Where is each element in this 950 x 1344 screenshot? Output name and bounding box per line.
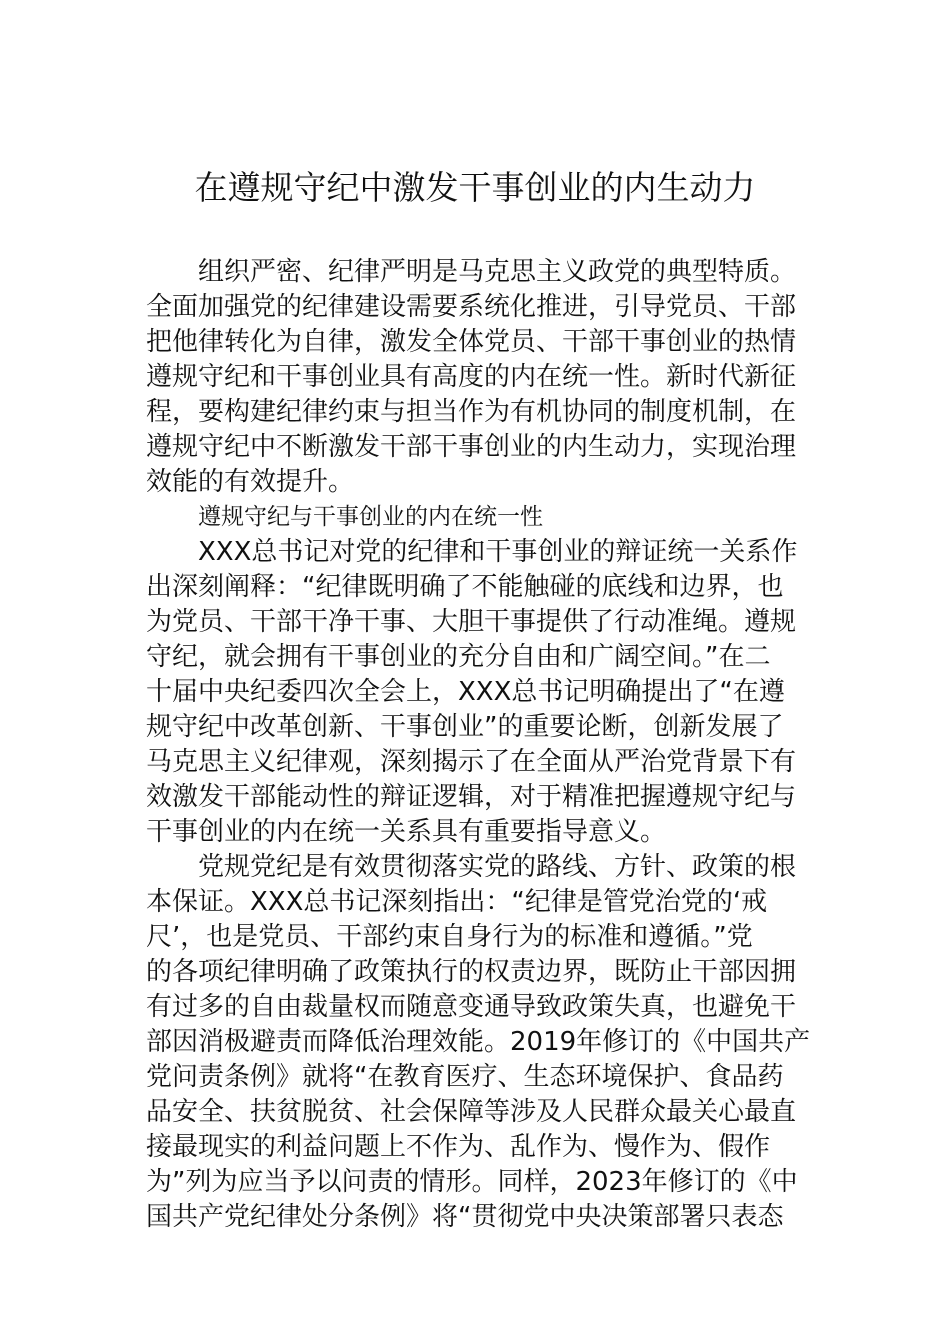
text-line: 有过多的自由裁量权而随意变通导致政策失真，也避免干 xyxy=(146,992,797,1022)
text-line: 尺’，也是党员、干部约束自身行为的标准和遵循。”党 xyxy=(146,922,753,952)
text-line: 守纪，就会拥有干事创业的充分自由和广阔空间。”在二 xyxy=(146,642,771,672)
text-line: 本保证。XXX总书记深刻指出：“纪律是管党治党的‘戒 xyxy=(146,887,768,917)
text-line: 遵规守纪和干事创业具有高度的内在统一性。新时代新征 xyxy=(146,362,797,392)
text-line: 出深刻阐释：“纪律既明确了不能触碰的底线和边界，也 xyxy=(146,572,784,602)
text-line: 遵规守纪中不断激发干部干事创业的内生动力，实现治理 xyxy=(146,432,797,462)
text-line: 为党员、干部干净干事、大胆干事提供了行动准绳。遵规 xyxy=(146,607,797,637)
text-line: 十届中央纪委四次全会上，XXX总书记明确提出了“在遵 xyxy=(146,677,785,707)
text-line: 效能的有效提升。 xyxy=(146,467,355,497)
text-line: 的各项纪律明确了政策执行的权责边界，既防止干部因拥 xyxy=(146,957,797,987)
text-line: 为”列为应当予以问责的情形。同样，2023年修订的《中 xyxy=(146,1167,798,1197)
text-line: 品安全、扶贫脱贫、社会保障等涉及人民群众最关心最直 xyxy=(146,1097,797,1127)
text-line: 组织严密、纪律严明是马克思主义政党的典型特质。 xyxy=(198,257,797,287)
text-line: 部因消极避责而降低治理效能。2019年修订的《中国共产 xyxy=(146,1027,811,1057)
text-line: 规守纪中改革创新、干事创业”的重要论断，创新发展了 xyxy=(146,712,784,742)
text-line: 马克思主义纪律观，深刻揭示了在全面从严治党背景下有 xyxy=(146,747,797,777)
text-line: 程，要构建纪律约束与担当作为有机协同的制度机制，在 xyxy=(146,397,797,427)
text-line: 干事创业的内在统一关系具有重要指导意义。 xyxy=(146,817,667,847)
section-heading: 遵规守纪与干事创业的内在统一性 xyxy=(198,504,543,530)
text-line: 把他律转化为自律，激发全体党员、干部干事创业的热情 xyxy=(146,327,797,357)
text-line: XXX总书记对党的纪律和干事创业的辩证统一关系作 xyxy=(198,537,798,567)
text-line: 党问责条例》就将“在教育医疗、生态环境保护、食品药 xyxy=(146,1062,784,1092)
document-body xyxy=(146,255,811,1235)
text-line: 国共产党纪律处分条例》将“贯彻党中央决策部署只表态 xyxy=(146,1202,784,1232)
text-line: 全面加强党的纪律建设需要系统化推进，引导党员、干部 xyxy=(146,292,797,322)
text-line: 接最现实的利益问题上不作为、乱作为、慢作为、假作 xyxy=(146,1132,771,1162)
text-line: 效激发干部能动性的辩证逻辑，对于精准把握遵规守纪与 xyxy=(146,782,797,812)
text-line: 党规党纪是有效贯彻落实党的路线、方针、政策的根 xyxy=(198,852,797,882)
document-title: 在遵规守纪中激发干事创业的内生动力 xyxy=(194,168,756,207)
